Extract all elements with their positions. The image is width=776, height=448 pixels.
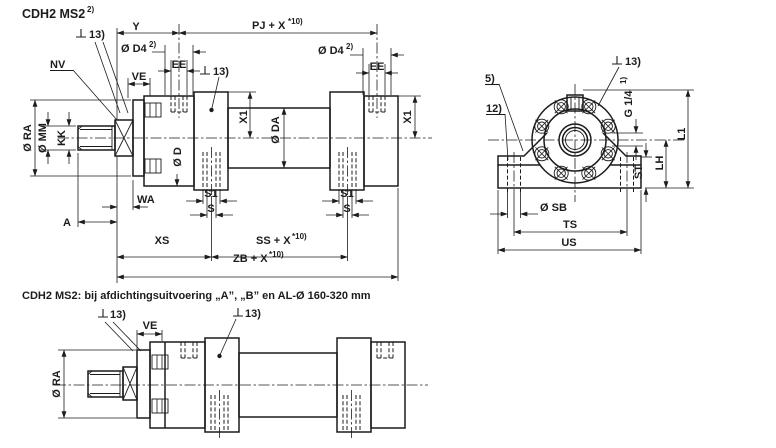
dim-xs-label: XS bbox=[154, 235, 170, 247]
dim-a bbox=[63, 153, 117, 229]
dim-lh bbox=[654, 140, 666, 188]
dim-s1-rear-label: S1 bbox=[340, 188, 354, 200]
dim-ee-front-label: EE bbox=[171, 59, 187, 71]
top-side-view bbox=[22, 17, 432, 283]
note-12-leader bbox=[505, 114, 508, 160]
dim-d4-front-footnote: 2) bbox=[149, 40, 157, 49]
dim-us-label: US bbox=[561, 237, 577, 249]
dim-x1-rear bbox=[398, 96, 421, 138]
dim-mm-label: Ø MM bbox=[37, 123, 49, 153]
dim-ee-rear-label: EE bbox=[369, 61, 385, 73]
nv-note bbox=[50, 59, 117, 120]
foot-bracket-rear bbox=[337, 338, 371, 438]
end-view bbox=[485, 56, 694, 254]
leader-dot bbox=[209, 108, 213, 112]
perpendicularity-icon bbox=[76, 29, 86, 37]
dim-kk-label: KK bbox=[56, 130, 68, 146]
dim-ts bbox=[514, 197, 627, 236]
dim-d4-rear-label: Ø D4 bbox=[318, 45, 344, 57]
dim-s1-front-label: S1 bbox=[204, 188, 218, 200]
note-12-label: 12) bbox=[486, 103, 502, 115]
dim-s-front-label: S bbox=[207, 203, 215, 215]
dim-wa-label: WA bbox=[137, 194, 155, 206]
dim-y-label: Y bbox=[132, 21, 140, 33]
perpendicularity-icon bbox=[612, 56, 622, 64]
dim-g14-label: G 1/4 bbox=[623, 90, 635, 118]
dim-da bbox=[270, 108, 284, 168]
drawing-title: CDH2 MS2 bbox=[22, 7, 86, 21]
note-12 bbox=[486, 103, 508, 160]
dim-sb bbox=[490, 192, 567, 218]
dim-ss-label: SS + X bbox=[256, 235, 291, 247]
port-rear bbox=[377, 342, 393, 358]
rod-flange-plate bbox=[137, 350, 150, 418]
dim-s-rear-label: S bbox=[343, 203, 351, 215]
foot-bracket-front bbox=[194, 92, 228, 196]
dim-sb-label: Ø SB bbox=[540, 202, 567, 214]
dim-lh-label: LH bbox=[654, 155, 666, 171]
note-5-label: 5) bbox=[485, 73, 495, 85]
dim-a-label: A bbox=[63, 217, 71, 229]
dim-d4-front bbox=[121, 40, 206, 95]
perpendicularity-icon bbox=[98, 309, 108, 317]
perpendicularity-note-number: 13) bbox=[213, 66, 229, 78]
end-view-centerlines bbox=[488, 84, 684, 202]
dim-g14-footnote: 1) bbox=[619, 76, 628, 84]
perpendicularity-note-number: 13) bbox=[245, 308, 261, 320]
perpendicularity-icon bbox=[200, 66, 210, 74]
dim-x1-rear-label: X1 bbox=[402, 110, 414, 124]
dim-x1-front-label: X1 bbox=[238, 110, 250, 124]
perpendicularity-note-number: 13) bbox=[89, 29, 105, 41]
dim-ss-footnote: *10) bbox=[292, 232, 307, 241]
dim-d4-rear-footnote: 2) bbox=[346, 42, 354, 51]
dim-xs bbox=[117, 235, 212, 257]
leader-line bbox=[212, 77, 220, 110]
perpendicularity-icon bbox=[233, 308, 243, 316]
leader-dot bbox=[217, 354, 221, 358]
perpendicularity-note-number: 13) bbox=[110, 309, 126, 321]
dim-d-head bbox=[172, 147, 184, 186]
mounting-base bbox=[498, 133, 641, 197]
foot-bracket-rear bbox=[330, 92, 364, 196]
nv-label: NV bbox=[50, 59, 66, 71]
drawing-title-footnote: 2) bbox=[87, 5, 95, 14]
section2-title: CDH2 MS2: bij afdichtingsuitvoering „A”, „B” en AL-Ø 160-320 mm bbox=[22, 290, 371, 302]
leader-lines bbox=[105, 322, 141, 351]
dim-d-label: Ø D bbox=[172, 147, 184, 167]
dim-y bbox=[117, 21, 179, 33]
dim-ve-bottom-label: VE bbox=[142, 320, 158, 332]
nv-leader bbox=[73, 70, 117, 120]
perpendicularity-note-mid bbox=[200, 66, 229, 112]
port-centerlines bbox=[179, 24, 377, 118]
dim-st-label: ST bbox=[633, 164, 645, 180]
dim-d4-rear bbox=[318, 42, 404, 95]
dim-ra-bottom-label: Ø RA bbox=[51, 370, 63, 398]
wrench-flats bbox=[123, 367, 137, 400]
dim-zb-footnote: *10) bbox=[269, 250, 284, 259]
port-front bbox=[181, 342, 197, 358]
dim-ve-top-label: VE bbox=[131, 71, 147, 83]
leader-line bbox=[598, 67, 619, 106]
dim-x1-front bbox=[228, 92, 256, 138]
dim-da-label: Ø DA bbox=[270, 116, 282, 144]
dim-l1-label: L1 bbox=[676, 127, 688, 141]
dim-pj bbox=[179, 17, 377, 33]
note-5-leader bbox=[499, 84, 523, 151]
dim-pj-label: PJ + X bbox=[252, 20, 286, 32]
dim-wa bbox=[102, 180, 155, 210]
dim-pj-footnote: *10) bbox=[288, 17, 303, 26]
perpendicularity-note-number: 13) bbox=[625, 56, 641, 68]
dim-ra-top-label: Ø RA bbox=[22, 124, 34, 152]
dim-ts-label: TS bbox=[562, 219, 578, 231]
dim-kk bbox=[56, 112, 69, 164]
piston-rod bbox=[88, 371, 123, 397]
dim-d4-front-label: Ø D4 bbox=[121, 43, 147, 55]
dim-zb-label: ZB + X bbox=[233, 253, 268, 265]
perpendicularity-note-bottom-left bbox=[98, 309, 141, 351]
bottom-side-view bbox=[51, 308, 428, 438]
foot-bracket-front bbox=[205, 338, 239, 438]
dim-ve-top bbox=[128, 71, 150, 98]
